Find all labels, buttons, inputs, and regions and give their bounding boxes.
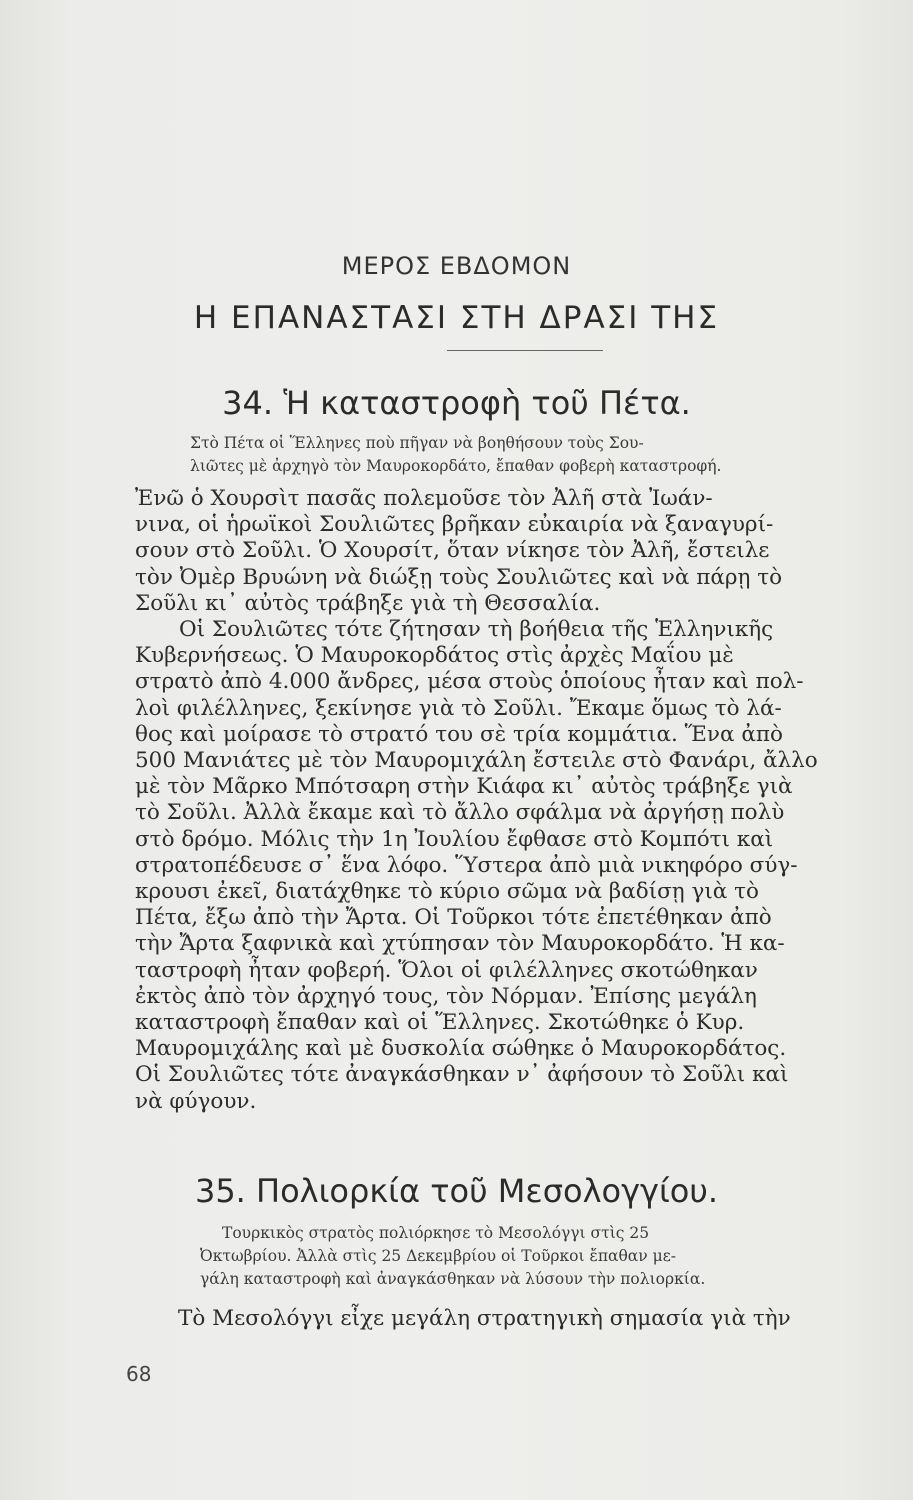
section-35-title: 35. Πολιορκία τοῦ Μεσολογγίου. (194, 1172, 719, 1210)
part-label: ΜΕΡΟΣ ΕΒΔΟΜΟΝ (341, 252, 572, 280)
body-line: Μαυρομιχάλης καὶ μὲ δυσκολία σώθηκε ὁ Μαυροκορδάτος. (135, 1036, 787, 1062)
body-line: Τὸ Μεσολόγγι εἶχε μεγάλη στρατηγικὴ σημασία γιὰ τὴν (178, 1306, 791, 1331)
summary-line: Ὀκτωβρίου. Ἀλλὰ στὶς 25 Δεκεμβρίου οἱ Τοῦρκοι ἔπαθαν με- (200, 1247, 676, 1265)
title-rule (447, 350, 603, 351)
body-line: Πέτα, ἔξω ἀπὸ τὴν Ἄρτα. Οἱ Τοῦρκοι τότε ἐπετέθηκαν ἀπὸ (135, 905, 772, 931)
body-line: στρατοπέδευσε σ᾽ ἕνα λόφο. Ὕστερα ἀπὸ μιὰ νικηφόρο σύγ- (135, 852, 798, 878)
part-title: Η ΕΠΑΝΑΣΤΑΣΙ ΣΤΗ ΔΡΑΣΙ ΤΗΣ (193, 300, 720, 336)
summary-line: λιῶτες μὲ ἀρχηγὸ τὸν Μαυροκορδάτο, ἔπαθαν φοβερὴ καταστροφή. (190, 457, 722, 475)
body-line: νινα, οἱ ἡρωϊκοὶ Σουλιῶτες βρῆκαν εὐκαιρία νὰ ξαναγυρί- (135, 512, 774, 538)
body-line: Κυβερνήσεως. Ὁ Μαυροκορδάτος στὶς ἀρχὲς Μαΐου μὲ (135, 643, 734, 669)
section-34-summary (190, 432, 855, 478)
body-line: 500 Μανιάτες μὲ τὸν Μαυρομιχάλη ἔστειλε στὸ Φανάρι, ἄλλο (135, 748, 818, 774)
summary-line: Στὸ Πέτα οἱ Ἕλληνες ποὺ πῆγαν νὰ βοηθήσουν τοὺς Σου- (190, 434, 644, 452)
body-line: τὸ Σοῦλι. Ἀλλὰ ἔκαμε καὶ τὸ ἄλλο σφάλμα νὰ ἀργήσῃ πολὺ (135, 800, 785, 826)
body-line: ἐκτὸς ἀπὸ τὸν ἀρχηγό τους, τὸν Νόρμαν. Ἐπίσης μεγάλη (135, 983, 757, 1009)
page-number: 68 (126, 1362, 152, 1386)
body-line: στὸ δρόμο. Μόλις τὴν 1η Ἰουλίου ἔφθασε στὸ Κομπότι καὶ (135, 826, 774, 852)
section-35-body (178, 1306, 858, 1332)
body-line: τὴν Ἄρτα ξαφνικὰ καὶ χτύπησαν τὸν Μαυροκορδάτο. Ἡ κα- (135, 931, 785, 957)
body-line: καταστροφὴ ἔπαθαν καὶ οἱ Ἕλληνες. Σκοτώθηκε ὁ Κυρ. (135, 1010, 745, 1036)
summary-line: Τουρκικὸς στρατὸς πολιόρκησε τὸ Μεσολόγγι στὶς 25 (222, 1224, 650, 1242)
body-line: Οἱ Σουλιῶτες τότε ἀναγκάσθηκαν ν᾽ ἀφήσουν τὸ Σοῦλι καὶ (135, 1062, 789, 1088)
summary-line: γάλη καταστροφὴ καὶ ἀναγκάσθηκαν νὰ λύσουν τὴν πολιορκία. (200, 1270, 706, 1288)
body-line: Σοῦλι κι᾽ αὐτὸς τράβηξε γιὰ τὴ Θεσσαλία. (135, 590, 601, 616)
body-line: λοὶ φιλέλληνες, ξεκίνησε γιὰ τὸ Σοῦλι. Ἔκαμε ὅμως τὸ λά- (135, 695, 782, 721)
section-35-summary (200, 1222, 855, 1291)
section-34-title: 34. Ἡ καταστροφὴ τοῦ Πέτα. (222, 384, 691, 422)
body-line: στρατὸ ἀπὸ 4.000 ἄνδρες, μέσα στοὺς ὁποίους ἦταν καὶ πολ- (135, 669, 804, 695)
body-line: κρουσι ἐκεῖ, διατάχθηκε τὸ κύριο σῶμα νὰ βαδίσῃ γιὰ τὸ (135, 879, 759, 905)
body-line: Οἱ Σουλιῶτες τότε ζήτησαν τὴ βοήθεια τῆς Ἑλληνικῆς (179, 617, 774, 643)
body-line: θος καὶ μοίρασε τὸ στρατό του σὲ τρία κομμάτια. Ἕνα ἀπὸ (135, 721, 783, 747)
body-line: ταστροφὴ ἦταν φοβερή. Ὅλοι οἱ φιλέλληνες σκοτώθηκαν (135, 957, 758, 983)
body-line: μὲ τὸν Μᾶρκο Μπότσαρη στὴν Κιάφα κι᾽ αὐτὸς τράβηξε γιὰ (135, 774, 793, 800)
section-34-body (135, 486, 855, 1115)
body-line: τὸν Ὀμὲρ Βρυώνη νὰ διώξῃ τοὺς Σουλιῶτες καὶ νὰ πάρῃ τὸ (135, 564, 783, 590)
body-line: σουν στὸ Σοῦλι. Ὁ Χουρσίτ, ὅταν νίκησε τὸν Ἀλῆ, ἔστειλε (135, 538, 770, 564)
body-line: Ἐνῶ ὁ Χουρσὶτ πασᾶς πολεμοῦσε τὸν Ἀλῆ στὰ Ἰωάν- (135, 486, 713, 511)
body-line: νὰ φύγουν. (135, 1088, 257, 1114)
